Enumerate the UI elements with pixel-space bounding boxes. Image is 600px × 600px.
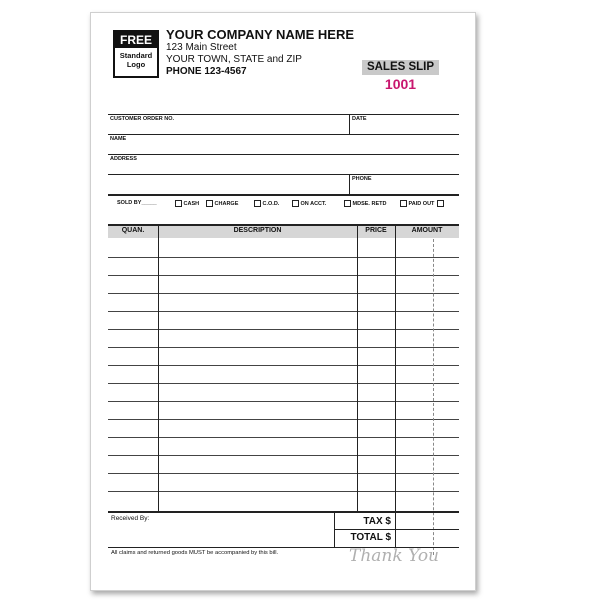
disclaimer: All claims and returned goods MUST be accompanied by this bill. bbox=[111, 550, 279, 556]
payment-charge bbox=[203, 200, 238, 207]
payment-option-label: PAID OUT bbox=[408, 200, 435, 207]
sales-slip-label: SALES SLIP bbox=[362, 60, 439, 75]
table-row bbox=[108, 365, 459, 366]
table-row bbox=[108, 419, 459, 420]
table-row bbox=[108, 437, 459, 438]
rule-address bbox=[108, 154, 459, 155]
rule-phone bbox=[108, 174, 459, 175]
table-top-rule bbox=[108, 224, 459, 226]
company-city: YOUR TOWN, STATE and ZIP bbox=[166, 54, 302, 65]
tax-label: TAX $ bbox=[363, 516, 391, 527]
logo-text bbox=[115, 51, 157, 69]
column-amount: AMOUNT bbox=[411, 227, 443, 234]
checkbox-icon[interactable] bbox=[437, 200, 444, 207]
rule-payment bbox=[108, 194, 459, 196]
logo-box bbox=[113, 30, 159, 78]
logo-badge: FREE bbox=[115, 32, 157, 48]
checkbox-icon[interactable] bbox=[344, 200, 351, 207]
payment-mdse-retd bbox=[341, 200, 386, 207]
payment-option-label: MDSE. RETD bbox=[352, 200, 387, 207]
company-phone: PHONE 123-4567 bbox=[166, 66, 247, 77]
address-label: ADDRESS bbox=[110, 156, 137, 162]
company-street: 123 Main Street bbox=[166, 42, 237, 53]
sales-slip-number: 1001 bbox=[384, 76, 417, 92]
payment-option-label: C.O.D. bbox=[262, 200, 280, 207]
column-divider bbox=[395, 225, 396, 511]
column-description: DESCRIPTION bbox=[233, 227, 282, 234]
rule-top bbox=[108, 114, 459, 115]
table-row bbox=[108, 383, 459, 384]
table-bottom-rule bbox=[108, 511, 459, 513]
logo-line-1: Standard bbox=[119, 51, 153, 60]
table-row bbox=[108, 473, 459, 474]
payment-option-label: ON ACCT. bbox=[300, 200, 327, 207]
cents-divider bbox=[433, 239, 434, 555]
payment-cash bbox=[172, 200, 199, 207]
payment-cod bbox=[251, 200, 279, 207]
logo-line-2: Logo bbox=[126, 60, 146, 69]
tax-rule bbox=[334, 529, 459, 530]
total-label: TOTAL $ bbox=[350, 532, 391, 543]
column-price: PRICE bbox=[365, 227, 387, 234]
rule-name bbox=[108, 134, 459, 135]
table-row bbox=[108, 293, 459, 294]
date-divider bbox=[349, 114, 350, 134]
name-label: NAME bbox=[110, 136, 127, 142]
payment-on-account bbox=[289, 200, 326, 207]
column-quantity: QUAN. bbox=[121, 227, 145, 234]
checkbox-icon[interactable] bbox=[292, 200, 299, 207]
sold-by-label: SOLD BY_____ bbox=[117, 200, 157, 206]
payment-option-label: CHARGE bbox=[214, 200, 239, 207]
table-row bbox=[108, 257, 459, 258]
checkbox-icon[interactable] bbox=[175, 200, 182, 207]
checkbox-icon[interactable] bbox=[400, 200, 407, 207]
table-row bbox=[108, 329, 459, 330]
table-row bbox=[108, 311, 459, 312]
company-name: YOUR COMPANY NAME HERE bbox=[166, 27, 355, 42]
phone-label: PHONE bbox=[352, 176, 372, 182]
table-row bbox=[108, 347, 459, 348]
date-label: DATE bbox=[352, 116, 367, 122]
phone-divider bbox=[349, 174, 350, 194]
checkbox-icon[interactable] bbox=[206, 200, 213, 207]
sales-slip-form bbox=[90, 12, 476, 591]
received-by-label: Received By: bbox=[111, 515, 150, 522]
table-row bbox=[108, 491, 459, 492]
table-row bbox=[108, 455, 459, 456]
column-divider bbox=[357, 225, 358, 511]
payment-paid-out bbox=[397, 200, 444, 207]
payment-option-label: CASH bbox=[183, 200, 200, 207]
customer-order-label: CUSTOMER ORDER NO. bbox=[110, 116, 175, 122]
checkbox-icon[interactable] bbox=[254, 200, 261, 207]
thank-you-text: Thank You bbox=[349, 546, 440, 566]
table-row bbox=[108, 401, 459, 402]
column-divider bbox=[158, 225, 159, 511]
table-row bbox=[108, 275, 459, 276]
